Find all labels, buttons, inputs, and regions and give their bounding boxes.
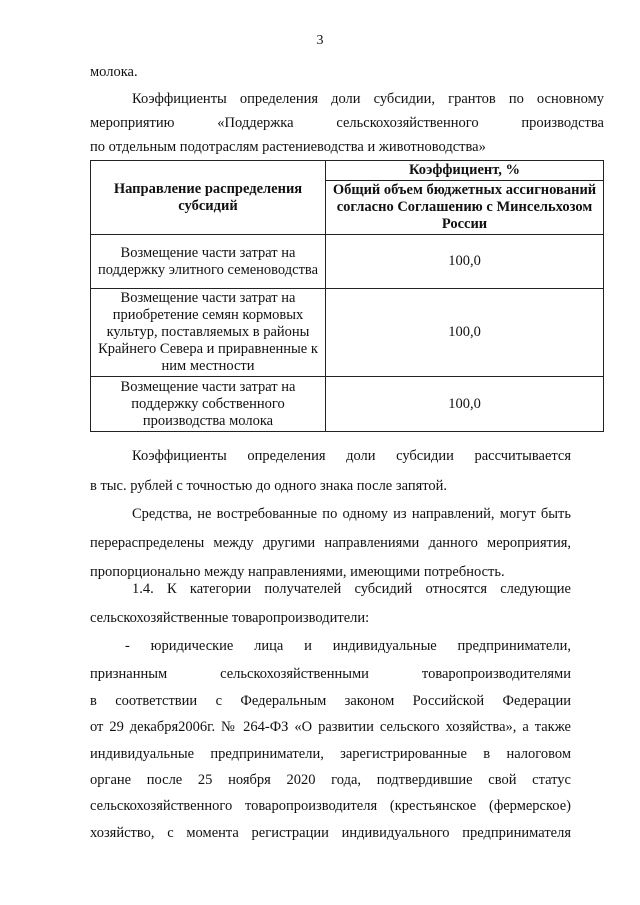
list-line-1: - юридические лица и индивидуальные предприниматели, [125,638,571,654]
funds-line-2: перераспределены между другими направлениями данного мероприятия, [90,535,571,551]
table-header-coefficient: Коэффициент, % [326,161,604,181]
page-number: 3 [316,33,324,48]
list-line-4: от 29 декабря2006г. № 264-ФЗ «О развитии сельского хозяйства», а также [90,719,571,735]
table-row [91,289,604,377]
row-direction: Возмещение части затрат на поддержку элитного семеноводства [91,235,326,289]
table-header-budget: Общий объем бюджетных ассигнований согласно Соглашению с Минсельхозом России [326,181,604,235]
list-line-2: признанным сельскохозяйственными товаропроизводителями [90,666,571,682]
list-line-6: органе после 25 ноября 2020 года, подтвердившие свой статус [90,772,571,788]
list-line-3: в соответствии с Федеральным законом Российской Федерации [90,693,571,709]
section-1-4-line-2: сельскохозяйственные товаропроизводители: [90,610,370,626]
list-line-8: хозяйство, с момента регистрации индивидуального предпринимателя [90,825,571,841]
section-1-4-line-1: 1.4. К категории получателей субсидий относятся следующие [132,581,571,597]
list-line-5: индивидуальные предприниматели, зарегистрированные в налоговом [90,746,571,762]
table-header-direction: Направление распределения субсидий [91,161,326,235]
list-line-7: сельскохозяйственного товаропроизводителя (крестьянское (фермерское) [90,798,571,814]
carry-over-text: молока. [90,64,138,80]
table-row [91,377,604,432]
row-direction: Возмещение части затрат на поддержку собственного производства молока [91,377,326,432]
row-value: 100,0 [326,289,604,377]
calc-line-1: Коэффициенты определения доли субсидии рассчитывается [132,448,571,464]
funds-line-1: Средства, не востребованные по одному из направлений, могут быть [132,506,571,522]
funds-line-3: пропорционально между направлениями, имеющими потребность. [90,564,505,580]
row-value: 100,0 [326,377,604,432]
intro-line-1: Коэффициенты определения доли субсидии, грантов по основному [132,91,604,107]
calc-line-2: в тыс. рублей с точностью до одного знака после запятой. [90,478,448,494]
table-row [91,235,604,289]
row-value: 100,0 [326,235,604,289]
coefficient-table [90,160,604,432]
intro-line-3: по отдельным подотраслям растениеводства и животноводства» [90,139,486,155]
row-direction: Возмещение части затрат на приобретение семян кормовых культур, поставляемых в районы Крайнего Севера и приравненные к ним местности [91,289,326,377]
intro-line-2: мероприятию «Поддержка сельскохозяйственного производства [90,115,604,131]
